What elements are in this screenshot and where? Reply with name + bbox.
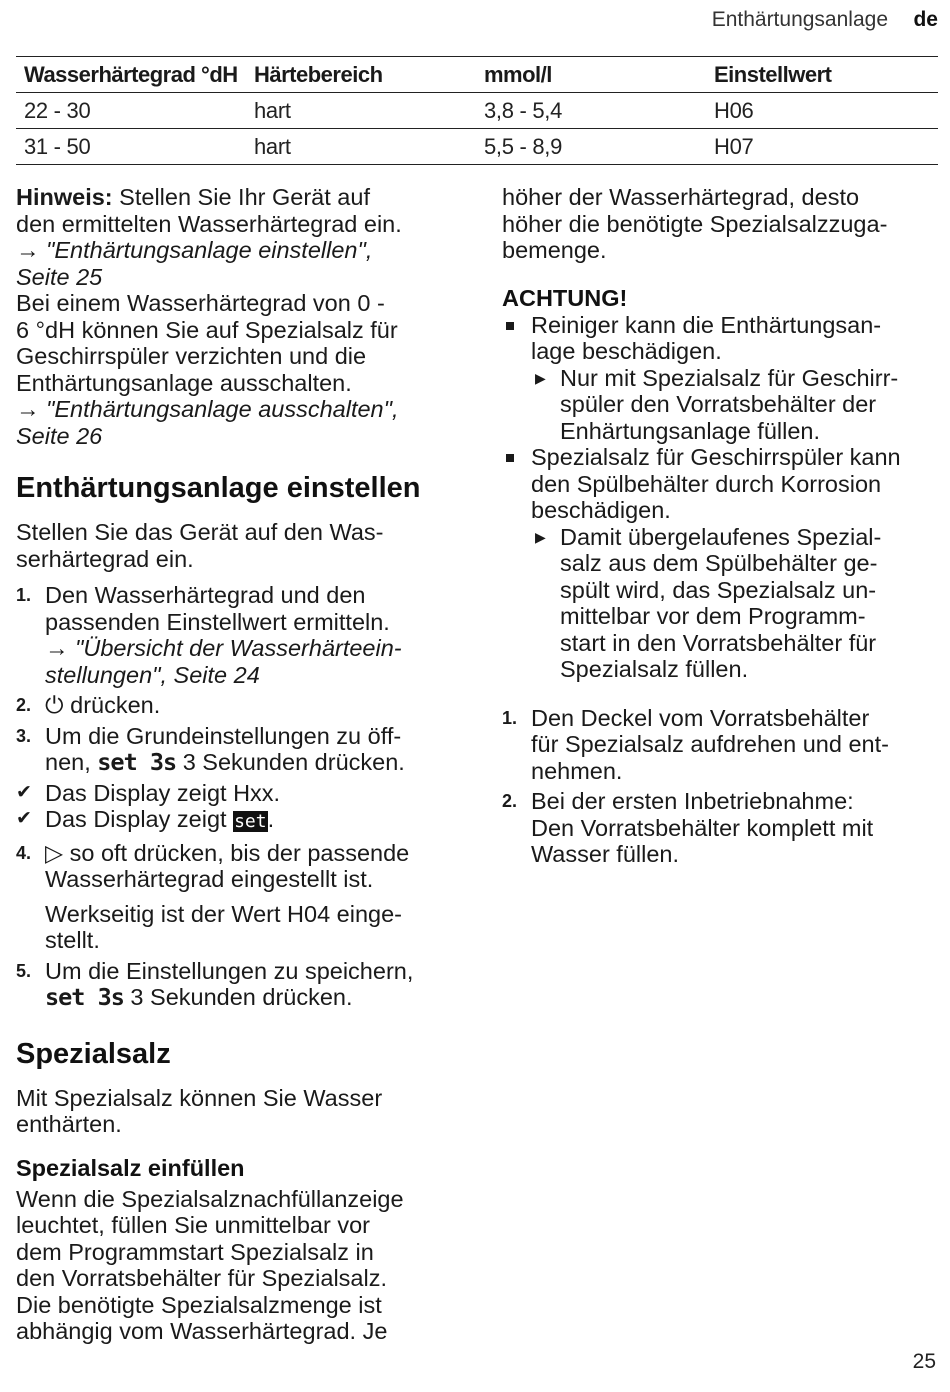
step-2 — [16, 692, 456, 719]
power-icon: ⏻ — [45, 692, 64, 718]
cross-reference-link[interactable]: → "Enthärtungsanlage ausschalten", — [16, 396, 399, 422]
step-5 — [16, 958, 456, 1011]
step-number: 1. — [502, 707, 518, 728]
result-text: . — [267, 806, 275, 832]
bullet-text: beschädigen. — [531, 497, 671, 523]
checkmark-icon: ✔ — [16, 781, 32, 803]
column-header: Einstellwert — [706, 57, 938, 93]
body-text: Wenn die Spezialsalznachfüllanzeige — [16, 1185, 404, 1212]
intro-text: serhärtegrad ein. — [16, 545, 194, 572]
page-number: 25 — [912, 1350, 936, 1373]
spezialsalz-paragraph — [16, 1085, 456, 1138]
subitem-text: salz aus dem Spülbehälter ge- — [560, 550, 878, 576]
warning-heading: ACHTUNG! — [502, 284, 628, 311]
fill-step-1 — [502, 705, 942, 785]
left-column — [16, 184, 456, 1345]
checkmark-icon: ✔ — [16, 808, 32, 829]
table-cell: 22 - 30 — [16, 93, 246, 129]
step-note — [45, 901, 456, 954]
note-text: stellt. — [45, 927, 100, 953]
hint-text: Enthärtungsanlage ausschalten. — [16, 369, 352, 396]
step-number: 3. — [16, 725, 32, 746]
step-number: 2. — [502, 791, 518, 811]
bullet-square-icon — [506, 322, 514, 330]
body-text: Mit Spezialsalz können Sie Wasser — [16, 1084, 383, 1111]
table-cell: 31 - 50 — [16, 129, 246, 165]
hint-text: Stellen Sie Ihr Gerät auf — [112, 184, 370, 210]
body-text: leuchtet, füllen Sie unmittelbar vor — [16, 1212, 370, 1238]
hint-text: Geschirrspüler verzichten und die — [16, 343, 367, 369]
next-arrow-icon: ▷ — [45, 839, 64, 866]
bullet-text: lage beschädigen. — [531, 338, 722, 364]
step-text: Wasserhärtegrad eingestellt ist. — [45, 866, 374, 892]
cross-reference-link[interactable]: → "Übersicht der Wasserhärteein- — [45, 635, 402, 661]
water-hardness-table — [16, 56, 938, 165]
result-text: Das Display zeigt Hxx. — [45, 779, 281, 806]
result-text: Das Display zeigt — [45, 806, 234, 832]
bullet-text: Spezialsalz für Geschirrspüler kann — [531, 444, 901, 470]
body-text: bemenge. — [502, 237, 607, 263]
display-set-symbol: set — [234, 811, 267, 832]
step-number: 5. — [16, 960, 32, 981]
column-header: Härtebereich — [246, 57, 476, 93]
hint-text: den ermittelten Wasserhärtegrad ein. — [16, 210, 402, 237]
step-text: für Spezialsalz aufdrehen und ent- — [531, 731, 889, 757]
step-text: passenden Einstellwert ermitteln. — [45, 608, 390, 635]
step-number: 2. — [16, 695, 32, 715]
step-text: nen, — [45, 749, 98, 775]
subitem-text: mittelbar vor dem Programm- — [560, 603, 866, 629]
section-heading-spezialsalz: Spezialsalz — [16, 1037, 171, 1070]
column-header: Wasserhärtegrad °dH — [16, 57, 246, 93]
cross-reference-link[interactable]: → "Enthärtungsanlage einstellen", — [16, 237, 373, 263]
table-cell: H06 — [706, 93, 938, 129]
step-number: 1. — [16, 585, 32, 605]
step-text: Wasser füllen. — [531, 841, 680, 867]
table-cell: hart — [246, 129, 476, 165]
body-text: abhängig vom Wasserhärtegrad. Je — [16, 1318, 388, 1344]
body-text: Die benötigte Spezialsalzmenge ist — [16, 1291, 382, 1318]
step-text: so oft drücken, bis der passende — [63, 839, 410, 866]
table-header-row — [16, 57, 938, 93]
body-text: den Vorratsbehälter für Spezialsalz. — [16, 1265, 387, 1291]
warning-subitem-1 — [502, 365, 942, 445]
intro-paragraph — [16, 519, 456, 572]
step-text: Um die Grundeinstellungen zu öff- — [45, 722, 402, 749]
cross-reference-page: Seite 26 — [16, 422, 103, 449]
subheading-einfuellen: Spezialsalz einfüllen — [16, 1154, 245, 1181]
fill-step-2 — [502, 788, 942, 868]
step-text: Um die Einstellungen zu speichern, — [45, 957, 414, 984]
step-text: Bei der ersten Inbetriebnahme: — [531, 788, 854, 814]
hint-paragraph — [16, 184, 456, 449]
warning-subitem-2 — [502, 524, 942, 683]
subitem-text: Nur mit Spezialsalz für Geschirr- — [560, 364, 899, 391]
step-text: Den Vorratsbehälter komplett mit — [531, 814, 874, 841]
hint-text: Bei einem Wasserhärtegrad von 0 - — [16, 290, 385, 316]
step-number: 4. — [16, 842, 32, 863]
result-2 — [16, 806, 456, 836]
step-text: nehmen. — [531, 757, 623, 784]
step-text: Den Wasserhärtegrad und den — [45, 582, 366, 608]
step-text: drücken. — [63, 692, 161, 718]
warning-bullet-1 — [502, 312, 942, 365]
step-text: 3 Sekunden drücken. — [123, 984, 353, 1010]
triangle-bullet-icon: ▶ — [535, 369, 546, 386]
bullet-square-icon — [506, 454, 514, 462]
step-text: 3 Sekunden drücken. — [176, 749, 405, 775]
bullet-text: den Spülbehälter durch Korrosion — [531, 470, 882, 497]
body-text: dem Programmstart Spezialsalz in — [16, 1238, 374, 1265]
table-row — [16, 93, 938, 129]
table-cell: hart — [246, 93, 476, 129]
warning-bullet-2 — [502, 444, 942, 524]
set-3s-button-symbol: set 3s — [97, 748, 177, 776]
body-text: enthärten. — [16, 1111, 122, 1137]
continuation-paragraph — [502, 184, 942, 264]
intro-text: Stellen Sie das Gerät auf den Was- — [16, 519, 384, 545]
subitem-text: Damit übergelaufenes Spezial- — [560, 523, 882, 550]
running-header-language: de — [913, 8, 938, 31]
result-1 — [16, 780, 456, 807]
einfuellen-paragraph — [16, 1186, 456, 1345]
set-3s-button-symbol: set 3s — [45, 983, 124, 1011]
section-heading-einstellen: Enthärtungsanlage einstellen — [16, 472, 421, 504]
column-header: mmol/l — [476, 57, 706, 93]
subitem-text: spüler den Vorratsbehälter der — [560, 391, 877, 417]
table-cell: 3,8 - 5,4 — [476, 93, 706, 129]
bullet-text: Reiniger kann die Enthärtungsan- — [531, 311, 882, 338]
hint-text: 6 °dH können Sie auf Spezialsalz für — [16, 316, 398, 343]
cross-reference-page: Seite 25 — [16, 263, 103, 290]
subitem-text: spült wird, das Spezialsalz un- — [560, 576, 877, 603]
table-cell: H07 — [706, 129, 938, 165]
body-text: höher der Wasserhärtegrad, desto — [502, 184, 860, 210]
running-header-section: Enthärtungsanlage — [711, 8, 888, 31]
cross-reference-page: stellungen", Seite 24 — [45, 661, 260, 688]
right-column — [502, 184, 942, 868]
body-text: höher die benötigte Spezialsalzzuga- — [502, 210, 888, 237]
hint-label: Hinweis: — [16, 184, 113, 210]
step-3 — [16, 723, 456, 776]
triangle-bullet-icon: ▶ — [535, 528, 546, 545]
step-1 — [16, 582, 456, 688]
table-row — [16, 129, 938, 165]
step-text: Den Deckel vom Vorratsbehälter — [531, 704, 870, 731]
table-cell: 5,5 - 8,9 — [476, 129, 706, 165]
note-text: Werkseitig ist der Wert H04 einge- — [45, 900, 402, 927]
subitem-text: Enhärtungsanlage füllen. — [560, 417, 821, 444]
subitem-text: start in den Vorratsbehälter für — [560, 629, 877, 656]
subitem-text: Spezialsalz füllen. — [560, 656, 749, 682]
step-4 — [16, 840, 456, 954]
